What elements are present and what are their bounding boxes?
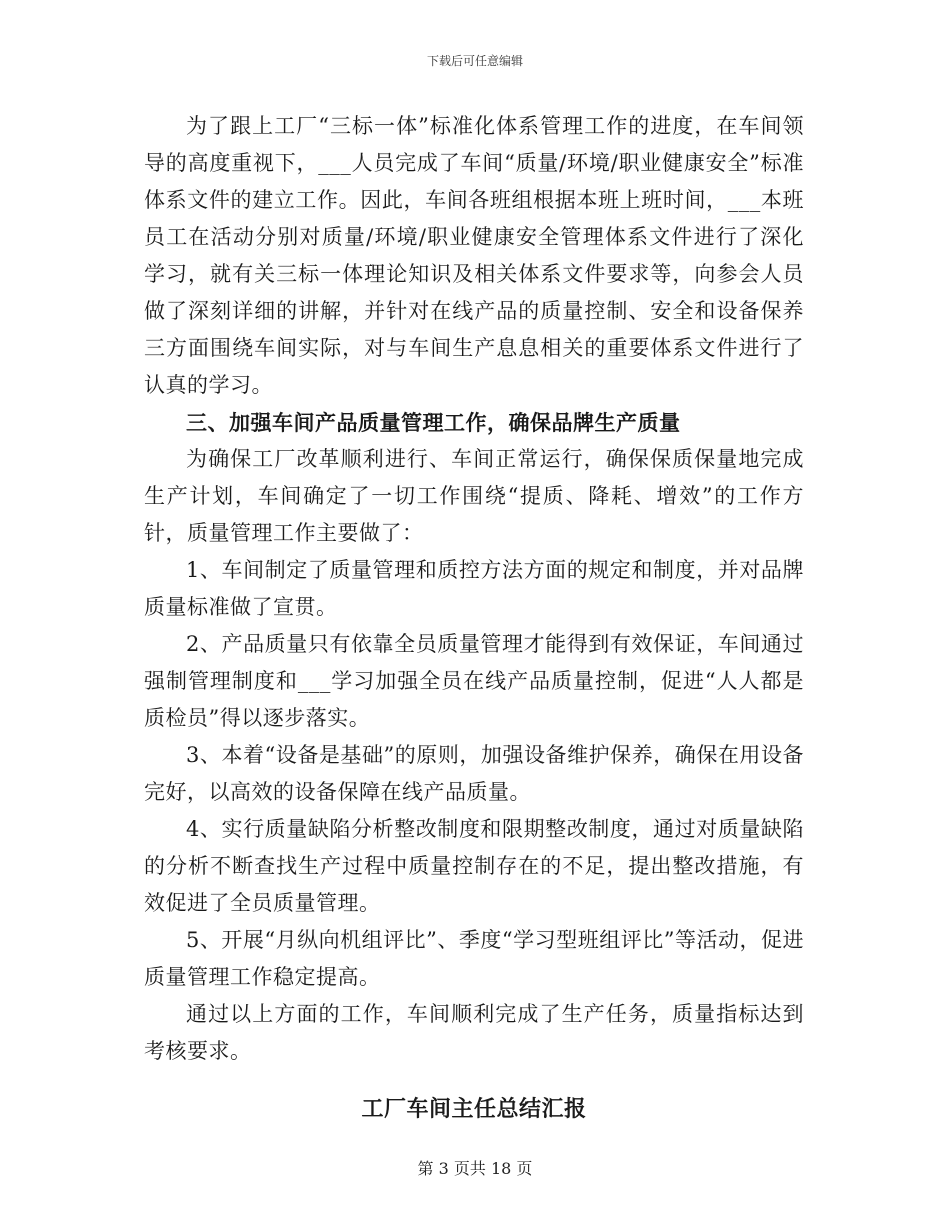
list-item: 4、实行质量缺陷分析整改制度和限期整改制度，通过对质量缺陷的分析不断查找生产过程中质量控制存在的不足，提出整改措施，有效促进了全员质量管理。 — [144, 817, 804, 915]
paragraph: 为确保工厂改革顺利进行、车间正常运行，确保保质保量地完成生产计划，车间确定了一切工作围绕“提质、降耗、增效”的工作方针，质量管理工作主要做了： — [144, 447, 804, 545]
page-header: 下载后可任意编辑 — [426, 54, 523, 68]
list-item: 3、本着“设备是基础”的原则，加强设备维护保养，确保在用设备完好，以高效的设备保障在线产品质量。 — [144, 743, 804, 804]
paragraph: 为了跟上工厂“三标一体”标准化体系管理工作的进度，在车间领导的高度重视下，___人员完成了车间“质量/环境/职业健康安全”标准体系文件的建立工作。因此，车间各班组根据本班上班时间，___本班员工在活动分别对质量/环境/职业健康安全管理体系文件进行了深化学习，就有关三标一体理论知识及相关体系文件要求等，向参会人员做了深刻详细的讲解，并针对在线产品的质量控制、安全和设备保养三方面围绕车间实际，对与车间生产息息相关的重要体系文件进行了认真的学习。 — [144, 114, 804, 397]
list-item: 5、开展“月纵向机组评比”、季度“学习型班组评比”等活动，促进质量管理工作稳定提高。 — [144, 928, 804, 989]
list-item: 2、产品质量只有依靠全员质量管理才能得到有效保证，车间通过强制管理制度和___学习加强全员在线产品质量控制，促进“人人都是质检员”得以逐步落实。 — [144, 632, 804, 730]
document-title: 工厂车间主任总结汇报 — [361, 1096, 587, 1122]
page-footer: 第 3 页共 18 页 — [417, 1159, 533, 1178]
section-heading: 三、加强车间产品质量管理工作，确保品牌生产质量 — [186, 410, 681, 435]
list-item: 1、车间制定了质量管理和质控方法方面的规定和制度，并对品牌质量标准做了宣贯。 — [144, 558, 804, 619]
paragraph: 通过以上方面的工作，车间顺利完成了生产任务，质量指标达到考核要求。 — [144, 1002, 804, 1063]
document-body — [144, 108, 804, 1128]
